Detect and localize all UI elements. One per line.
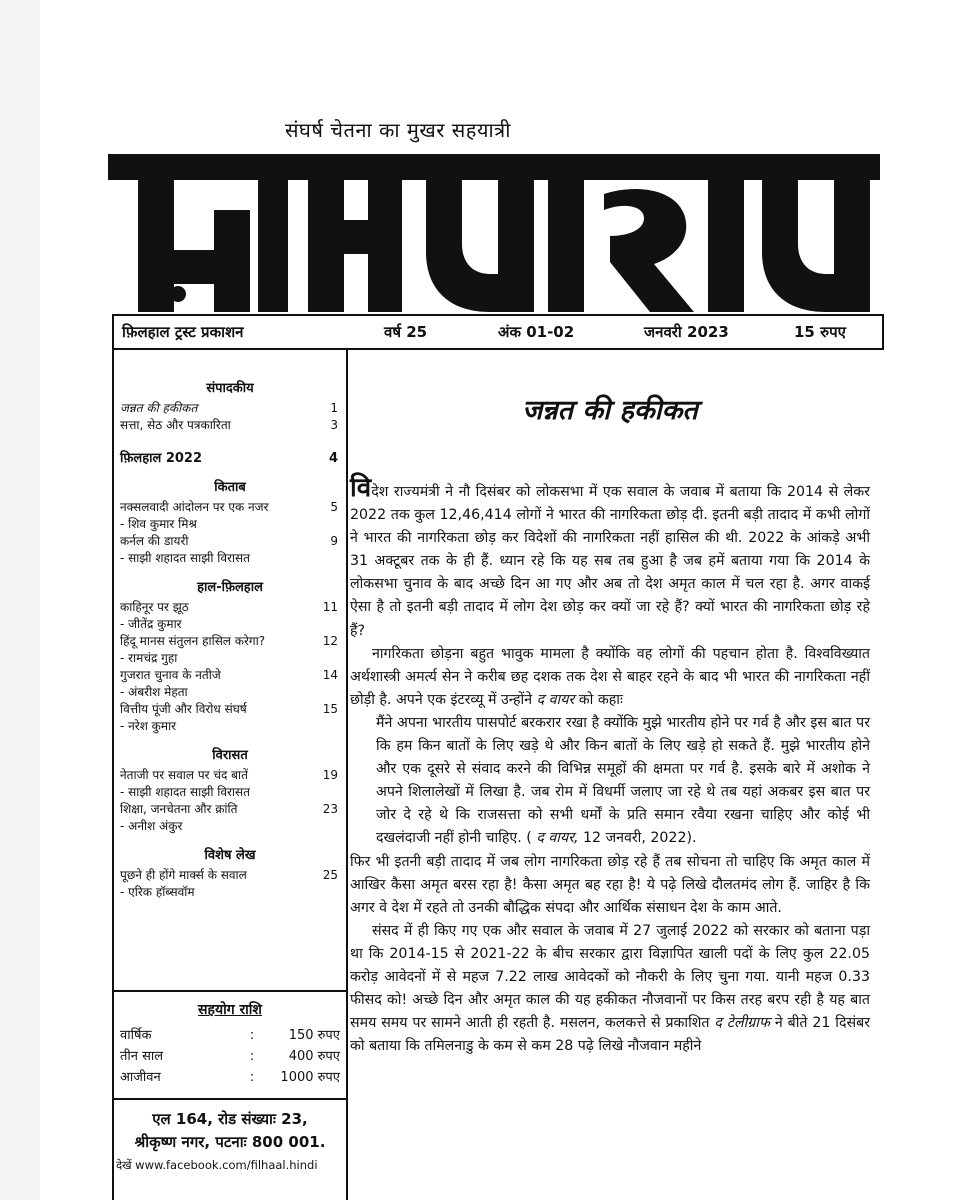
- subscription-box: [114, 990, 346, 1088]
- issue-number: अंक 01-02: [498, 323, 575, 341]
- tagline: संघर्ष चेतना का मुखर सहयात्री: [285, 118, 511, 142]
- toc-author: - साझी शहादत साझी विरासत: [120, 785, 250, 799]
- toc-author: - एरिक हॉब्सवॉम: [120, 885, 195, 899]
- issue-date: जनवरी 2023: [644, 323, 729, 341]
- toc-heading-current: हाल-फ़िलहाल: [197, 580, 263, 595]
- toc-heading-book: किताब: [214, 480, 246, 495]
- subscription-row: आजीवन : 1000 रुपए: [120, 1070, 340, 1085]
- toc-item[interactable]: नेताजी पर सवाल पर चंद बातें 19: [120, 768, 338, 782]
- toc-item[interactable]: गुजरात चुनाव के नतीजे 14: [120, 668, 338, 682]
- issue-price: 15 रुपए: [794, 323, 846, 341]
- toc-item[interactable]: नक्सलवादी आंदोलन पर एक नजर 5: [120, 500, 338, 514]
- article-paragraph: विदेश राज्यमंत्री ने नौ दिसंबर को लोकसभा में एक सवाल के जवाब में बताया कि 2014 से लेकर 2022 तक कुल 12,46,414 लोगों ने भारत की नागरिकता छोड़ दी. इतनी बड़ी तादाद में कभी लोगों ने भारत की नागरिकता छोड़ कर विदेशों की नागरिकता नहीं हासिल की थी. 2022 के आंकड़े अभी 31 अक्टूबर तक के ही हैं. ध्यान रहे कि यह सब तब हुआ है जब हमें बताया गया कि 2014 के लोकसभा चुनाव के बाद अच्छे दिन आ गए और अब तो देश अमृत काल में चल रहा है. अगर वाकई ऐसा है तो इतनी बड़ी तादाद में लोग देश छोड़ कर क्यों जा रहे हैं? क्यों भारत की नागरिकता छोड़ रहे हैं?: [350, 473, 870, 639]
- address-box: [114, 1098, 346, 1177]
- article-paragraph: फिर भी इतनी बड़ी तादाद में जब लोग नागरिकता छोड़ रहे हैं तब सोचना तो चाहिए कि अमृत काल में आखिर कैसा अमृत बरस रहा है! कैसा अमृत बह रहा है! ये पढ़े लिखे दौलतमंद लोग हैं. जाहिर है कि अगर वे देश में रहते तो उनकी बौद्धिक संपदा और आर्थिक संसाधन देश के काम आते.: [350, 853, 870, 916]
- toc-heading-special: विशेष लेख: [204, 848, 256, 863]
- masthead-logo: [108, 154, 880, 312]
- address-line: एल 164, रोड संख्याः 23,: [152, 1110, 308, 1128]
- article-quote: मैंने अपना भारतीय पासपोर्ट बरकरार रखा है क्योंकि मुझे भारतीय होने पर गर्व है और इस बात पर कि हम किन बातों के लिए खड़े थे और किन बातों के लिए खड़े हो सकते हैं. मुझे भारतीय होने और एक दूसरे से संवाद करने की विभिन्न समूहों की क्षमता पर गर्व है. इसके बारे में अशोक ने अपने शिलालेखों में लिखा है. जब रोम में विधर्मी जलाए जा रहे थे तब यहां अकबर इस बात पर जोर दे रहे थे कि राजसत्ता को सभी धर्मों के प्रति समान रवैया रखना चाहिए और कोई भी दखलंदाजी नहीं होनी चाहिए. ( द वायर, 12 जनवरी, 2022).: [376, 714, 870, 847]
- toc-author: - अंबरीश मेहता: [120, 685, 188, 699]
- toc-item[interactable]: हिंदू मानस संतुलन हासिल करेगा? 12: [120, 634, 338, 648]
- issue-year: वर्ष 25: [384, 323, 428, 341]
- toc-author: - नरेश कुमार: [120, 719, 177, 733]
- toc-item[interactable]: कर्नल की डायरी 9: [120, 534, 338, 548]
- subscription-heading: सहयोग राशि: [198, 1002, 262, 1018]
- address-line: श्रीकृष्ण नगर, पटनाः 800 001.: [134, 1133, 326, 1151]
- article: [350, 350, 870, 1058]
- toc-item[interactable]: शिक्षा, जनचेतना और क्रांति 23: [120, 802, 338, 816]
- toc-author: - साझी शहादत साझी विरासत: [120, 551, 250, 565]
- toc-heading-heritage: विरासत: [212, 748, 248, 763]
- toc-heading-editorial: संपादकीय: [206, 381, 254, 396]
- table-of-contents: [112, 350, 348, 1200]
- toc-author: - अनीश अंकुर: [120, 819, 183, 833]
- publisher: फ़िलहाल ट्रस्ट प्रकाशन: [122, 323, 244, 341]
- toc-author: - जीतेंद्र कुमार: [120, 617, 182, 631]
- subscription-row: वार्षिक : 150 रुपए: [120, 1028, 340, 1043]
- magazine-page: [40, 0, 957, 1200]
- toc-author: - रामचंद्र गुहा: [120, 651, 178, 665]
- issue-info-bar: [112, 314, 884, 350]
- facebook-link[interactable]: देखें www.facebook.com/filhaal.hindi: [116, 1158, 318, 1172]
- article-paragraph: नागरिकता छोड़ना बहुत भावुक मामला है क्योंकि वह लोगों की पहचान होता है. विश्वविख्यात अर्थशास्त्री अमर्त्य सेन ने करीब छह दशक तक देश से बाहर रहने के बाद भी भारत की नागरिकता नहीं छोड़ी है. अपने एक इंटरव्यू में उन्होंने द वायर को कहाः: [350, 645, 870, 708]
- drop-cap: वि: [350, 473, 372, 503]
- article-title: जन्नत की हकीकत: [522, 395, 698, 426]
- toc-item[interactable]: वित्तीय पूंजी और विरोध संघर्ष 15: [120, 702, 338, 716]
- toc-item[interactable]: सत्ता, सेठ और पत्रकारिता 3: [120, 418, 338, 432]
- subscription-row: तीन साल : 400 रुपए: [120, 1049, 340, 1064]
- toc-item[interactable]: जन्नत की हकीकत 1: [120, 401, 338, 415]
- article-paragraph: संसद में ही किए गए एक और सवाल के जवाब में 27 जुलाई 2022 को सरकार को बताना पड़ा था कि 2014-15 से 2021-22 के बीच सरकार द्वारा विज्ञापित खाली पदों के लिए कुल 22.05 करोड़ आवेदनों में से महज 7.22 लाख आवेदकों को नौकरी के लिए चुना गया. यानी महज 0.33 फीसद को! अच्छे दिन और अमृत काल की यह हकीकत नौजवानों पर किस तरह बरप रही है यह बात समय समय पर सामने आती ही रहती है. मसलन, कलकत्ते से प्रकाशित द टेलीग्राफ ने बीते 21 दिसंबर को बताया कि तमिलनाडु के कम से कम 28 पढ़े लिखे नौजवान महीने: [350, 922, 871, 1055]
- toc-item[interactable]: काहिनूर पर झूठ 11: [120, 600, 338, 614]
- toc-item[interactable]: फ़िलहाल 2022 4: [120, 451, 338, 466]
- toc-item[interactable]: पूछने ही होंगे मार्क्स के सवाल 25: [120, 868, 338, 882]
- toc-author: - शिव कुमार मिश्र: [120, 517, 197, 531]
